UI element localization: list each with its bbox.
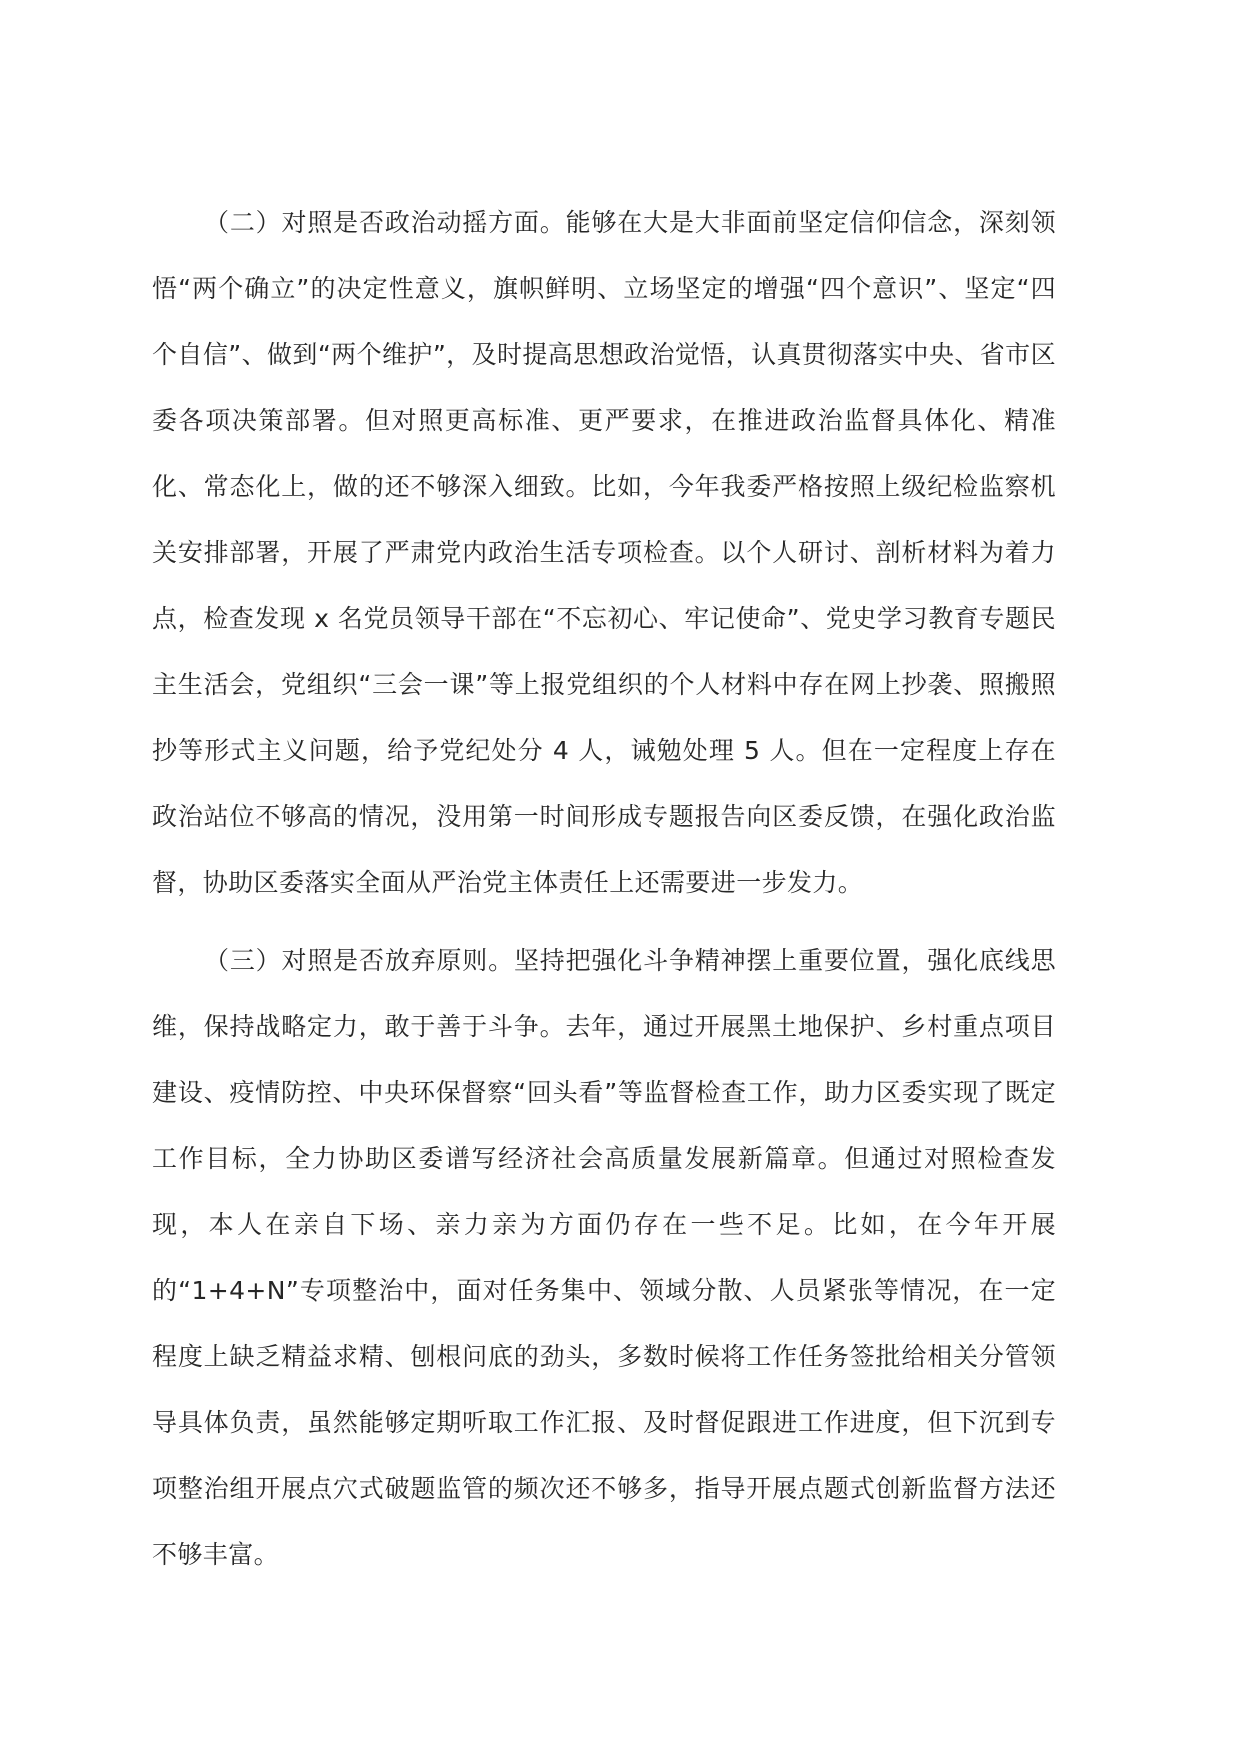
- paragraph-principle: （三）对照是否放弃原则。坚持把强化斗争精神摆上重要位置，强化底线思维，保持战略定力，敢于善于斗争。去年，通过开展黑土地保护、乡村重点项目建设、疫情防控、中央环保督察“回头看”等监督检查工作，助力区委实现了既定工作目标，全力协助区委谱写经济社会高质量发展新篇章。但通过对照检查发现，本人在亲自下场、亲力亲为方面仍存在一些不足。比如，在今年开展的“1+4+N”专项整治中，面对任务集中、领域分散、人员紧张等情况，在一定程度上缺乏精益求精、刨根问底的劲头，多数时候将工作任务签批给相关分管领导具体负责，虽然能够定期听取工作汇报、及时督促跟进工作进度，但下沉到专项整治组开展点穴式破题监管的频次还不够多，指导开展点题式创新监督方法还不够丰富。: [152, 946, 1056, 1569]
- paragraph-political-stance: （二）对照是否政治动摇方面。能够在大是大非面前坚定信仰信念，深刻领悟“两个确立”的决定性意义，旗帜鲜明、立场坚定的增强“四个意识”、坚定“四个自信”、做到“两个维护”，及时提高思想政治觉悟，认真贯彻落实中央、省市区委各项决策部署。但对照更高标准、更严要求，在推进政治监督具体化、精准化、常态化上，做的还不够深入细致。比如，今年我委严格按照上级纪检监察机关安排部署，开展了严肃党内政治生活专项检查。以个人研讨、剖析材料为着力点，检查发现 x 名党员领导干部在“不忘初心、牢记使命”、党史学习教育专题民主生活会，党组织“三会一课”等上报党组织的个人材料中存在网上抄袭、照搬照抄等形式主义问题，给予党纪处分 4 人，诫勉处理 5 人。但在一定程度上存在政治站位不够高的情况，没用第一时间形成专题报告向区委反馈，在强化政治监督，协助区委落实全面从严治党主体责任上还需要进一步发力。: [152, 208, 1056, 897]
